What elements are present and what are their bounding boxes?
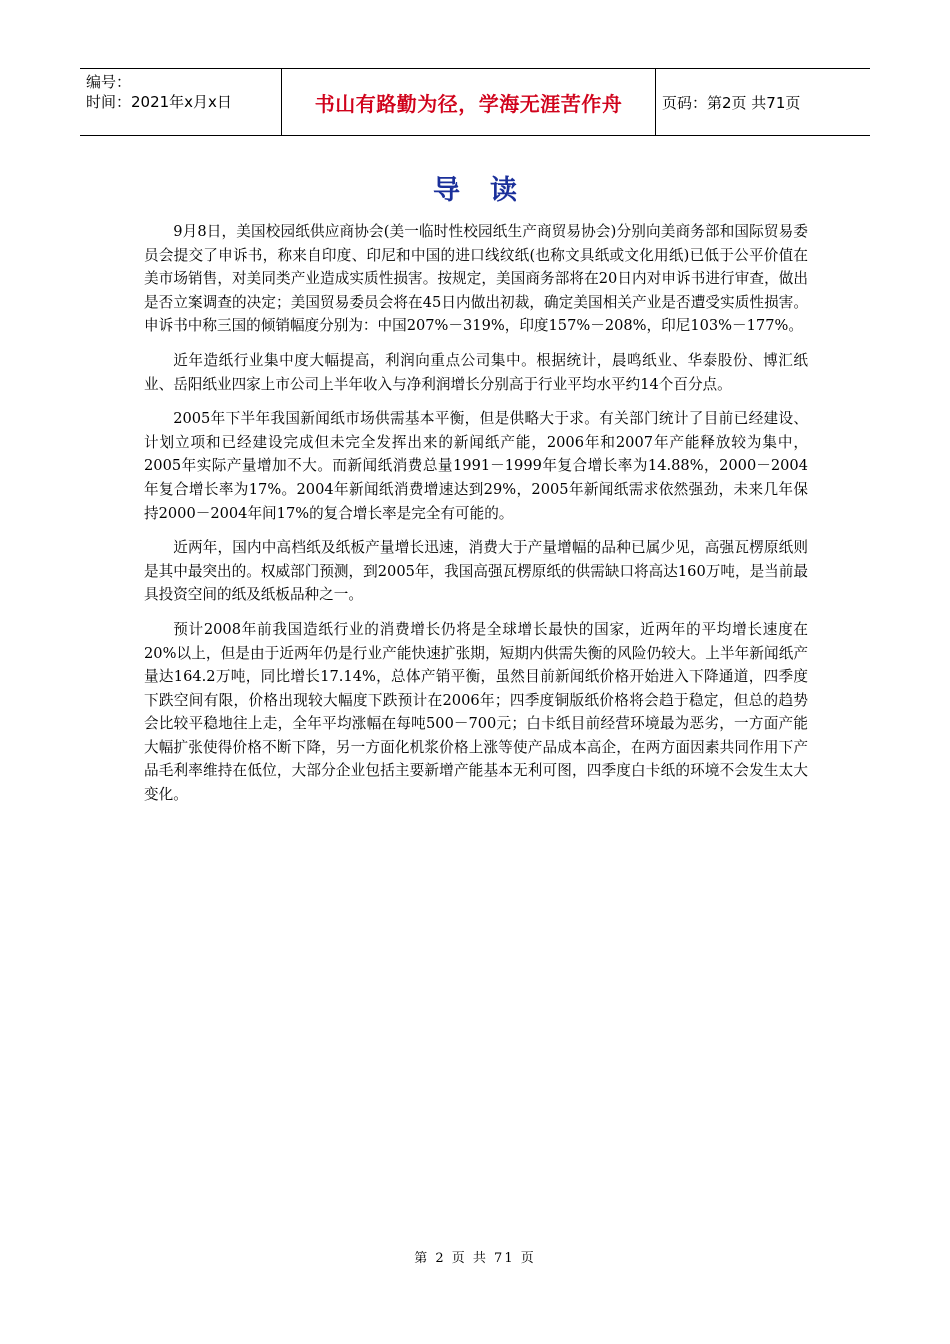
body-text bbox=[144, 220, 808, 818]
page-header bbox=[80, 68, 870, 136]
header-page-info: 页码：第2页 共71页 bbox=[662, 93, 801, 112]
paragraph: 近两年，国内中高档纸及纸板产量增长迅速，消费大于产量增幅的品种已属少见，高强瓦楞原纸则是其中最突出的。权威部门预测，到2005年，我国高强瓦楞原纸的供需缺口将高达160万吨，是当前最具投资空间的纸及纸板品种之一。 bbox=[144, 539, 808, 604]
paragraph: 预计2008年前我国造纸行业的消费增长仍将是全球增长最快的国家，近两年的平均增长速度在20%以上，但是由于近两年仍是行业产能快速扩张期，短期内供需失衡的风险仍较大。上半年新闻纸产量达164.2万吨，同比增长17.14%，总体产销平衡，虽然目前新闻纸价格开始进入下降通道，四季度下跌空间有限，价格出现较大幅度下跌预计在2006年；四季度铜版纸价格将会趋于稳定，但总的趋势会比较平稳地往上走，全年平均涨幅在每吨500－700元；白卡纸目前经营环境最为恶劣，一方面产能大幅扩张使得价格不断下降，另一方面化机浆价格上涨等使产品成本高企，在两方面因素共同作用下产品毛利率维持在低位，大部分企业包括主要新增产能基本无利可图，四季度白卡纸的环境不会发生太大变化。 bbox=[144, 620, 808, 804]
paragraph: 近年造纸行业集中度大幅提高，利润向重点公司集中。根据统计，晨鸣纸业、华泰股份、博汇纸业、岳阳纸业四家上市公司上半年收入与净利润增长分别高于行业平均水平约14个百分点。 bbox=[144, 351, 808, 393]
paragraph: 9月8日，美国校园纸供应商协会(美一临时性校园纸生产商贸易协会)分别向美商务部和国际贸易委员会提交了申诉书，称来自印度、印尼和中国的进口线纹纸(也称文具纸或文化用纸)已低于公平价值在美市场销售，对美同类产业造成实质性损害。按规定，美国商务部将在20日内对申诉书进行审查，做出是否立案调查的决定；美国贸易委员会将在45日内做出初裁，确定美国相关产业是否遭受实质性损害。申诉书中称三国的倾销幅度分别为：中国207%－319%，印度157%－208%，印尼103%－177%。 bbox=[144, 223, 808, 335]
document-date: 时间：2021年x月x日 bbox=[86, 93, 232, 111]
header-meta-cell bbox=[80, 69, 282, 135]
document-number-label: 编号： bbox=[86, 73, 132, 91]
header-motto: 书山有路勤为径，学海无涯苦作舟 bbox=[282, 69, 656, 135]
page-title: 导读 bbox=[433, 175, 547, 206]
paragraph: 2005年下半年我国新闻纸市场供需基本平衡，但是供略大于求。有关部门统计了目前已经建设、计划立项和已经建设完成但未完全发挥出来的新闻纸产能，2006年和2007年产能释放较为集中，2005年实际产量增加不大。而新闻纸消费总量1991－1999年复合增长率为14.88%，2000－2004年复合增长率为17%。2004年新闻纸消费增速达到29%，2005年新闻纸需求依然强劲，未来几年保持2000－2004年间17%的复合增长率是完全有可能的。 bbox=[144, 410, 808, 522]
page-footer: 第 2 页 共 71 页 bbox=[414, 1251, 536, 1266]
